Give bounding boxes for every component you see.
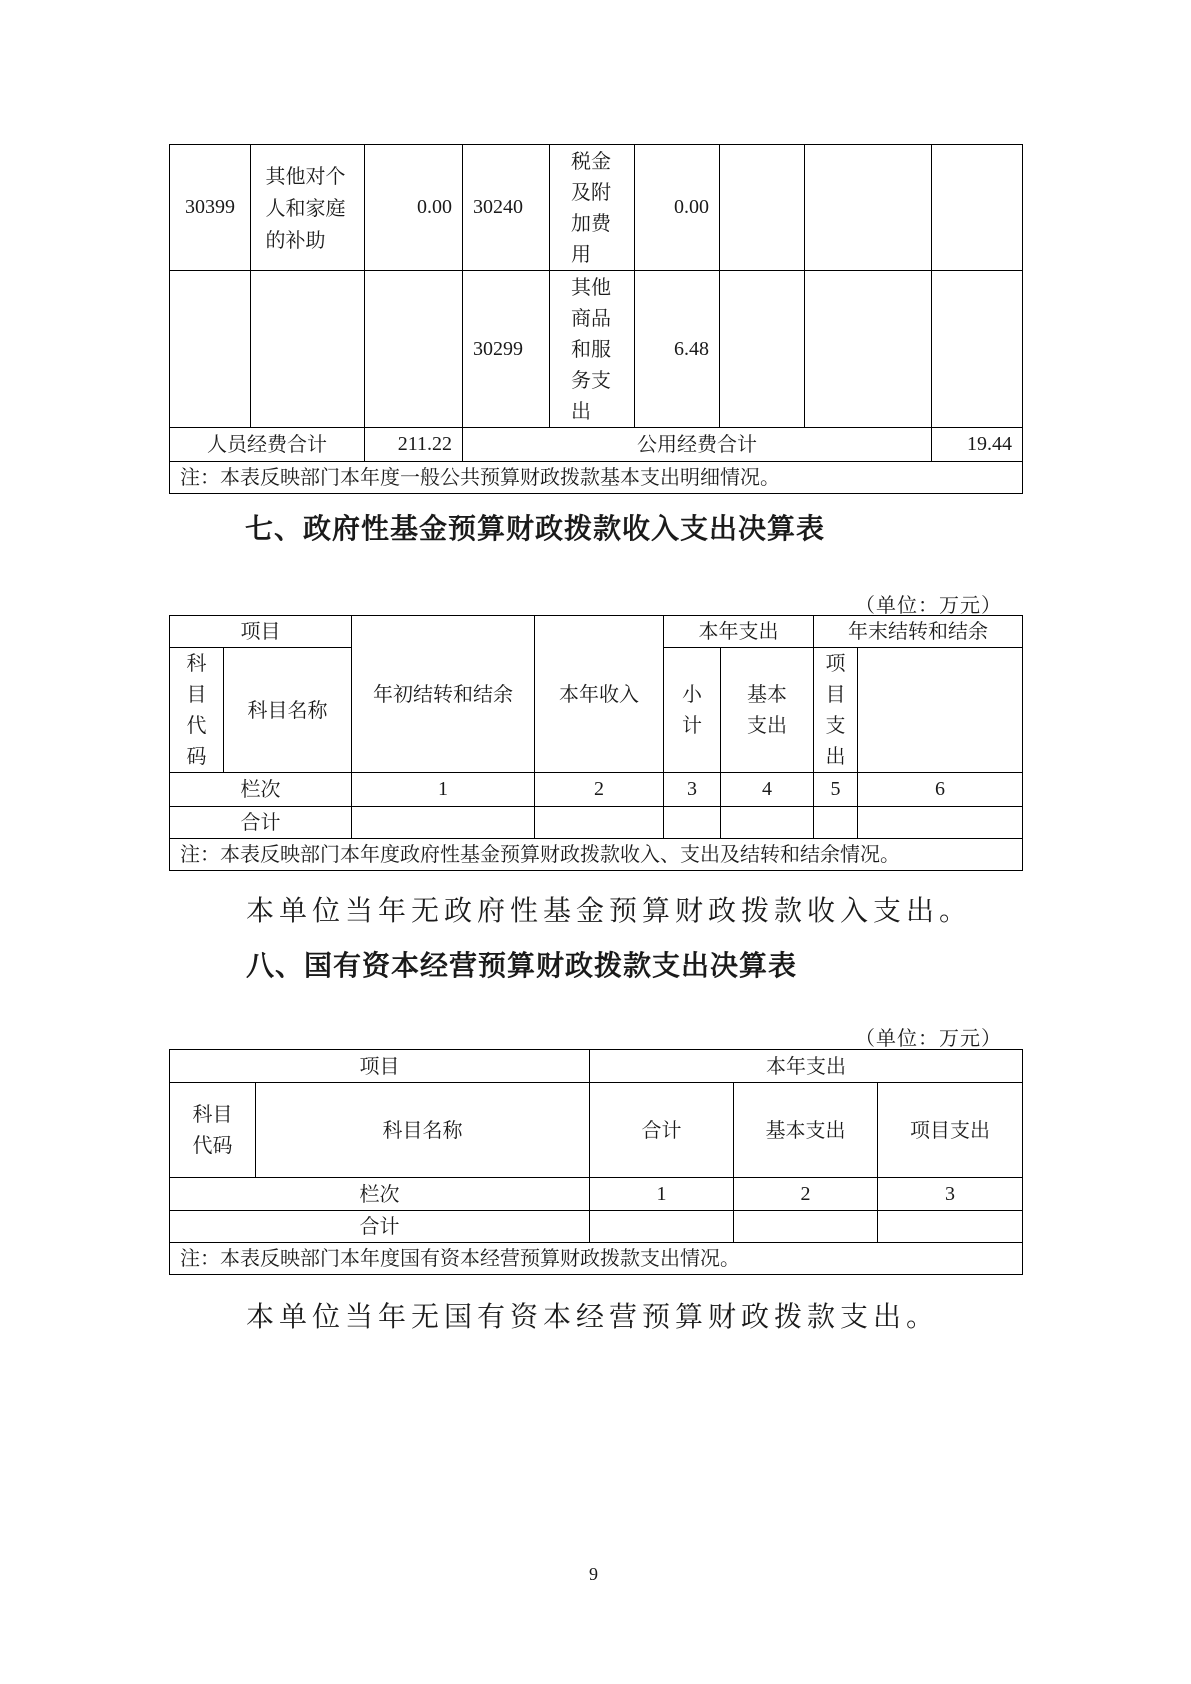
name-cell bbox=[251, 271, 365, 428]
total-value bbox=[878, 1211, 1023, 1243]
section8-heading: 八、国有资本经营预算财政拨款支出决算表 bbox=[246, 949, 798, 982]
section7-unit: （单位：万元） bbox=[855, 593, 1002, 617]
header-current-income: 本年收入 bbox=[535, 616, 664, 773]
amount-cell: 0.00 bbox=[635, 145, 720, 271]
header-row bbox=[170, 1083, 1023, 1178]
name-text: 税金及附加费用 bbox=[571, 148, 611, 266]
section7-heading: 七、政府性基金预算财政拨款收入支出决算表 bbox=[245, 512, 826, 545]
total-value bbox=[858, 807, 1023, 839]
name-cell bbox=[550, 145, 635, 271]
total-value bbox=[664, 807, 721, 839]
page-number: 9 bbox=[589, 1564, 598, 1584]
header-row bbox=[170, 616, 1023, 648]
column-number: 2 bbox=[734, 1178, 878, 1211]
column-number: 2 bbox=[535, 773, 664, 807]
column-number-row bbox=[170, 773, 1023, 807]
table-note: 注：本表反映部门本年度政府性基金预算财政拨款收入、支出及结转和结余情况。 bbox=[170, 839, 1023, 871]
header-text: 基本支出 bbox=[747, 682, 787, 737]
personnel-total-value: 211.22 bbox=[365, 428, 463, 462]
column-number: 4 bbox=[721, 773, 814, 807]
name-cell bbox=[251, 145, 365, 271]
column-row-label: 栏次 bbox=[170, 1178, 590, 1211]
amount-cell bbox=[365, 271, 463, 428]
note-row bbox=[170, 462, 1023, 494]
table-row bbox=[170, 271, 1023, 428]
total-value bbox=[814, 807, 858, 839]
name-cell bbox=[805, 145, 932, 271]
total-value bbox=[590, 1211, 734, 1243]
header-closing-balance: 年末结转和结余 bbox=[814, 616, 1023, 648]
note-row bbox=[170, 839, 1023, 871]
header-basic-expense: 基本支出 bbox=[734, 1083, 878, 1178]
header-blank bbox=[858, 648, 1023, 773]
header-subject-name: 科目名称 bbox=[256, 1083, 590, 1178]
note-row bbox=[170, 1243, 1023, 1275]
header-text: 科目代码 bbox=[192, 1102, 233, 1157]
gov-fund-table bbox=[169, 615, 1023, 871]
header-item: 项目 bbox=[170, 616, 352, 648]
header-basic-expense bbox=[721, 648, 814, 773]
code-cell: 30399 bbox=[170, 145, 251, 271]
table-row bbox=[170, 145, 1023, 271]
code-cell: 30299 bbox=[463, 271, 550, 428]
amount-cell bbox=[932, 271, 1023, 428]
summary-row bbox=[170, 428, 1023, 462]
total-value bbox=[352, 807, 535, 839]
column-number: 1 bbox=[590, 1178, 734, 1211]
name-text: 其他对个人和家庭的补助 bbox=[265, 163, 346, 252]
table-note: 注：本表反映部门本年度一般公共预算财政拨款基本支出明细情况。 bbox=[170, 462, 1023, 494]
column-number: 3 bbox=[878, 1178, 1023, 1211]
name-cell bbox=[805, 271, 932, 428]
column-number: 5 bbox=[814, 773, 858, 807]
column-number: 3 bbox=[664, 773, 721, 807]
header-subtotal bbox=[664, 648, 721, 773]
basic-expenditure-detail-table bbox=[169, 144, 1023, 494]
code-cell bbox=[720, 271, 805, 428]
total-value bbox=[721, 807, 814, 839]
code-cell bbox=[170, 271, 251, 428]
state-capital-table bbox=[169, 1049, 1023, 1275]
code-cell: 30240 bbox=[463, 145, 550, 271]
header-row bbox=[170, 1050, 1023, 1083]
header-item: 项目 bbox=[170, 1050, 590, 1083]
column-number: 6 bbox=[858, 773, 1023, 807]
table-note: 注：本表反映部门本年度国有资本经营预算财政拨款支出情况。 bbox=[170, 1243, 1023, 1275]
personnel-total-label: 人员经费合计 bbox=[170, 428, 365, 462]
header-subject-code bbox=[170, 648, 224, 773]
total-value bbox=[535, 807, 664, 839]
column-row-label: 栏次 bbox=[170, 773, 352, 807]
header-subject-code bbox=[170, 1083, 256, 1178]
section8-unit: （单位：万元） bbox=[855, 1026, 1002, 1050]
public-total-label: 公用经费合计 bbox=[463, 428, 932, 462]
header-project-expense: 项目支出 bbox=[878, 1083, 1023, 1178]
total-label: 合计 bbox=[170, 1211, 590, 1243]
header-total: 合计 bbox=[590, 1083, 734, 1178]
name-text: 其他商品和服务支出 bbox=[571, 274, 611, 423]
header-text: 小计 bbox=[682, 682, 702, 737]
section8-statement: 本单位当年无国有资本经营预算财政拨款支出。 bbox=[246, 1300, 940, 1333]
amount-cell: 0.00 bbox=[365, 145, 463, 271]
header-project-expense bbox=[814, 648, 858, 773]
header-subject-name: 科目名称 bbox=[224, 648, 352, 773]
header-current-expense: 本年支出 bbox=[664, 616, 814, 648]
header-text: 项目支出 bbox=[825, 651, 846, 768]
header-current-expense: 本年支出 bbox=[590, 1050, 1023, 1083]
total-row bbox=[170, 807, 1023, 839]
total-value bbox=[734, 1211, 878, 1243]
name-cell bbox=[550, 271, 635, 428]
public-total-value: 19.44 bbox=[932, 428, 1023, 462]
column-number: 1 bbox=[352, 773, 535, 807]
column-number-row bbox=[170, 1178, 1023, 1211]
header-text: 科目代码 bbox=[186, 651, 207, 768]
code-cell bbox=[720, 145, 805, 271]
total-row bbox=[170, 1211, 1023, 1243]
total-label: 合计 bbox=[170, 807, 352, 839]
section7-statement: 本单位当年无政府性基金预算财政拨款收入支出。 bbox=[246, 894, 973, 927]
header-opening-balance: 年初结转和结余 bbox=[352, 616, 535, 773]
amount-cell bbox=[932, 145, 1023, 271]
amount-cell: 6.48 bbox=[635, 271, 720, 428]
